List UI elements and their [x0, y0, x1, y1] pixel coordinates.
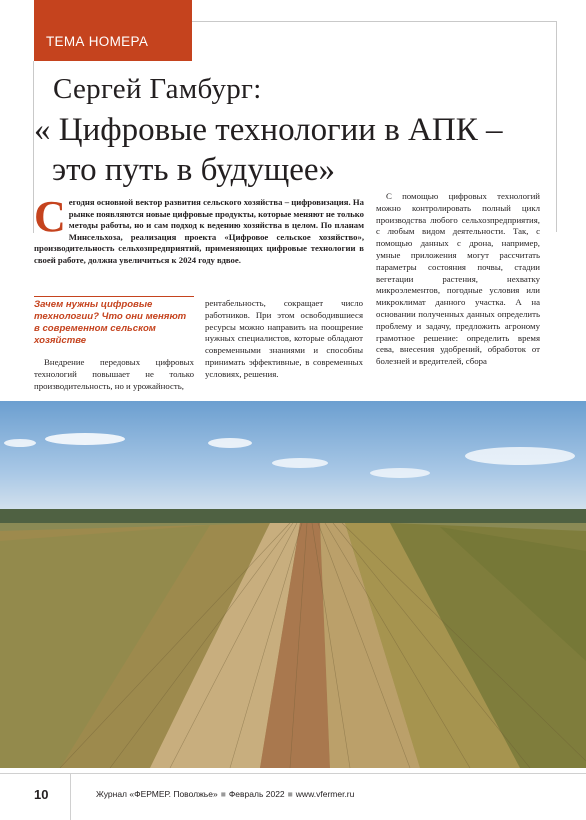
body-column-1 — [34, 357, 194, 392]
website: www.vfermer.ru — [295, 789, 355, 799]
headline-title — [34, 110, 554, 190]
body-column-3-text: С помощью цифровых технологий можно контролировать полный цикл производства любого сельхозпредприятия, с любым видом деятельности. Так, с помощью данных с дрона, например, умные приложения могут рассчитать параметры состояния почвы, стадии вегетации растения, нехватку микроэлементов, погодные условия или микроклимат данного участка. А на основании полученных данных определить проблему и задачу, предложить агроному грамотное решение: определить время сева, внесения удобрений, обработок от болезней и вредителей, сбора — [376, 191, 540, 367]
subhead: Зачем нужны цифровые технологии? Что они меняют в современном сельском хозяйстве — [34, 299, 187, 346]
headline-title-line1: « Цифровые технологии в АПК – — [34, 112, 503, 148]
headline-title-line2: это путь в будущее» — [52, 152, 336, 188]
lead-text: егодня основной вектор развития сельского хозяйства – цифровизация. На рынке появляются новые цифровые продукты, которые меняют не только методы работы, но и сам подход к ведению хозяйства в целом. По планам Минсельхоза, реализация проекта «Цифровое сельское хозяйство», производительность сельхозпредприятий, применяющих цифровые технологии в своей работе, должна увеличиться к 2024 году вдвое. — [34, 197, 364, 265]
frame-rule-top — [192, 21, 556, 22]
footer-credits: Журнал «ФЕРМЕР. Поволжье» ■ Февраль 2022 ■ www.vfermer.ru — [96, 789, 355, 799]
footer-divider — [70, 773, 71, 820]
footer-rule — [0, 773, 586, 774]
frame-rule-right — [556, 21, 557, 232]
body-column-1-text: Внедрение передовых цифровых технологий повышает не только производительность, но и урожайность, — [34, 357, 194, 391]
body-column-3 — [376, 191, 540, 368]
page-number: 10 — [34, 787, 49, 802]
drop-cap: С — [34, 192, 66, 241]
lead-paragraph — [34, 192, 364, 266]
subhead-rule — [34, 296, 194, 297]
journal-name: Журнал «ФЕРМЕР. Поволжье» — [96, 789, 218, 799]
headline-author: Сергей Гамбург: — [53, 73, 262, 105]
headline — [34, 72, 554, 190]
issue-date: Февраль 2022 — [228, 789, 285, 799]
field-photo — [0, 401, 586, 768]
section-tag: ТЕМА НОМЕРА — [34, 0, 192, 61]
body-column-2: рентабельность, сокращает число работников. При этом освободившиеся ресурсы можно направить на поощрение нужных специалистов, которые обладают современными знаниями и способны принимать эффективные, в современных условиях, решения. — [205, 298, 363, 379]
